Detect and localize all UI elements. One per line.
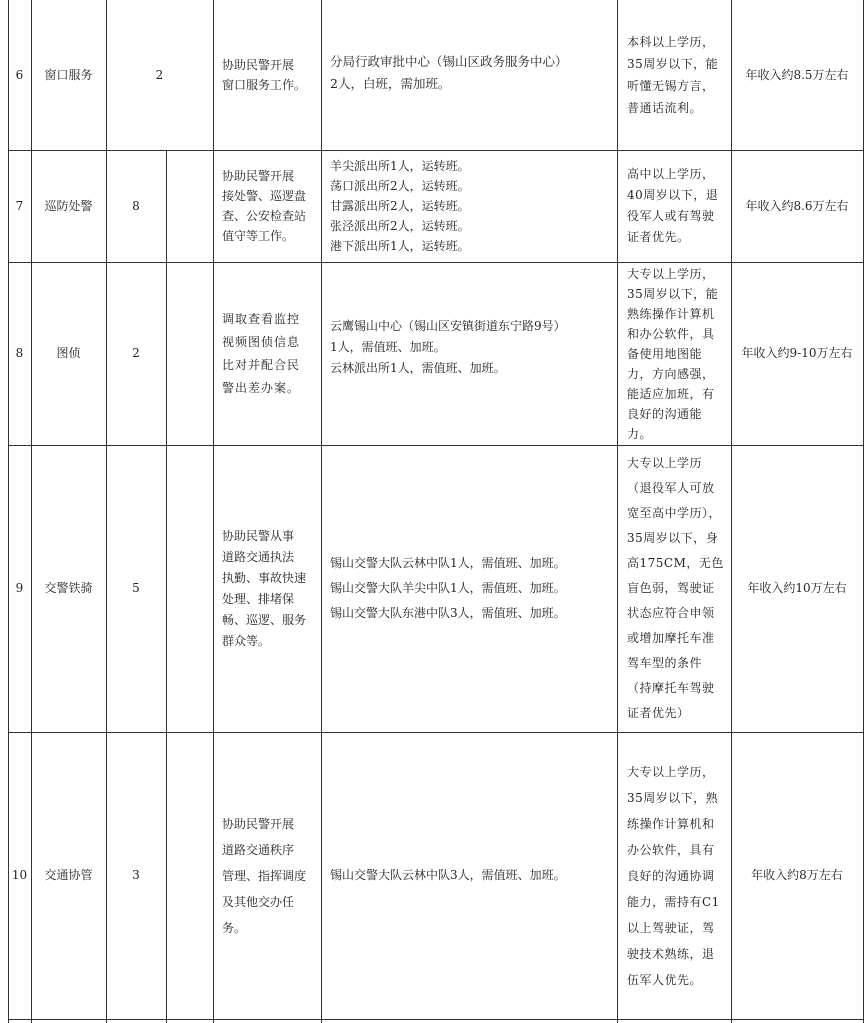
post-name: 交警铁骑 xyxy=(44,581,93,595)
table-border-bottom xyxy=(8,1019,864,1020)
column-divider xyxy=(617,0,618,1023)
headcount: 8 xyxy=(132,198,140,213)
headcount: 2 xyxy=(132,346,140,360)
duty-description: 协助民警开展 接处警、巡逻盘 查、公安检查站 值守等工作。 xyxy=(222,169,307,243)
post-name: 巡防处警 xyxy=(44,198,93,213)
duty-description: 调取查看监控 视频图侦信息 比对并配合民 警出差办案。 xyxy=(222,311,301,395)
work-location: 羊尖派出所1人，运转班。 荡口派出所2人，运转班。 甘露派出所2人，运转班。 张泾派出所2人，运转班。 港下派出所1人，运转班。 xyxy=(330,159,470,253)
post-name: 图侦 xyxy=(56,346,81,360)
work-location: 锡山交警大队云林中队3人，需值班、加班。 xyxy=(330,868,566,882)
salary: 年收入约8万左右 xyxy=(751,868,843,882)
column-divider xyxy=(166,150,167,1023)
salary: 年收入约8.6万左右 xyxy=(745,198,849,213)
requirements: 大专以上学历 （退役军人可放 宽至高中学历）， 35周岁以下，身 高175CM，无色 盲色弱，驾驶证 状态应符合申领 或增加摩托车准 驾车型的条件 （持摩托车驾驶 证者优先） xyxy=(627,456,724,720)
work-location: 分局行政审批中心（锡山区政务服务中心） 2人，白班，需加班。 xyxy=(330,54,568,91)
row-number: 9 xyxy=(15,581,24,595)
salary: 年收入约9-10万左右 xyxy=(741,346,853,360)
requirements: 高中以上学历， 40周岁以下，退 役军人或有驾驶 证者优先。 xyxy=(627,167,719,244)
headcount: 3 xyxy=(132,868,140,882)
requirements: 本科以上学历， 35周岁以下，能 听懂无锡方言， 普通话流利。 xyxy=(627,35,719,115)
row-number: 7 xyxy=(15,198,24,213)
post-name: 窗口服务 xyxy=(44,67,93,82)
duty-description: 协助民警开展 道路交通秩序 管理、指挥调度 及其他交办任 务。 xyxy=(222,816,307,935)
row-number: 10 xyxy=(11,868,28,882)
row-number: 6 xyxy=(15,67,24,82)
requirements: 大专以上学历， 35周岁以下，能 熟练操作计算机 和办公软件，具 备使用地图能 力，方向感强， 能适应加班，有 良好的沟通能 力。 xyxy=(627,266,719,441)
salary: 年收入约10万左右 xyxy=(747,581,847,595)
requirements: 大专以上学历， 35周岁以下，熟 练操作计算机和 办公软件，具有 良好的沟通协调 能力，需持有C1 以上驾驶证，驾 驶技术熟练，退 伍军人优先。 xyxy=(627,764,720,987)
duty-description: 协助民警开展 窗口服务工作。 xyxy=(222,58,307,92)
column-divider xyxy=(321,0,322,1023)
work-location: 云鹰锡山中心（锡山区安镇街道东宁路9号） 1人，需值班、加班。 云林派出所1人，需值班、加班。 xyxy=(330,319,566,375)
column-divider xyxy=(213,0,214,1023)
post-name: 交通协管 xyxy=(44,868,93,882)
salary: 年收入约8.5万左右 xyxy=(745,67,849,82)
row-number: 8 xyxy=(15,346,24,360)
headcount: 2 xyxy=(155,67,164,82)
headcount: 5 xyxy=(132,581,140,595)
duty-description: 协助民警从事 道路交通执法 执勤、事故快速 处理、排堵保 畅、巡逻、服务 群众等。 xyxy=(222,528,307,648)
work-location: 锡山交警大队云林中队1人，需值班、加班。 锡山交警大队羊尖中队1人，需值班、加班。 锡山交警大队东港中队3人，需值班、加班。 xyxy=(330,556,566,620)
